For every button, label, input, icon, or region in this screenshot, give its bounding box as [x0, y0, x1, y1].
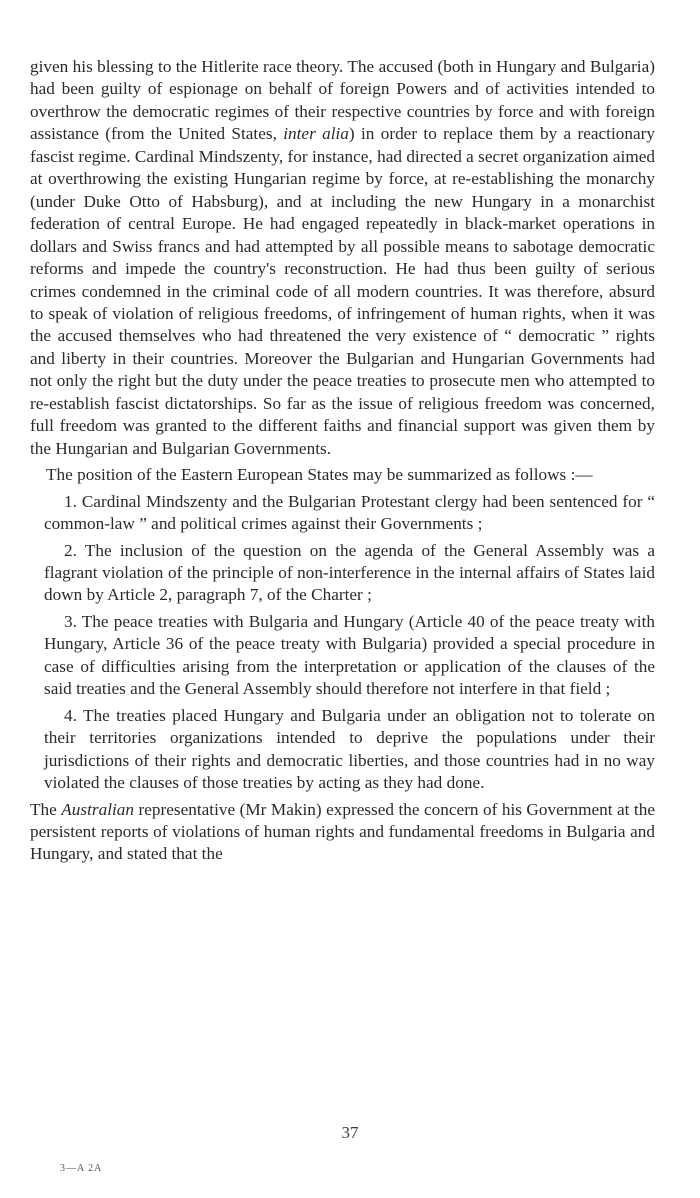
list-item: 4. The treaties placed Hungary and Bulgaria under an obligation not to tolerate on their territories organizations intended to deprive the populations under their jurisdictions of their rights and democratic liberties, and those countries had in no way violated the clauses of those treaties by acting as they had done. [44, 705, 655, 793]
list-item: 2. The inclusion of the question on the agenda of the General Assembly was a flagrant violation of the principle of non-interference in the internal affairs of States laid down by Article 2, paragraph 7, of the Charter ; [44, 540, 655, 605]
paragraph-text: ) in order to replace them by a reactionary fascist regime. Cardinal Mindszenty, for instance, had directed a secret organization aimed at overthrowing the existing Hungarian regime by force, at re-establishing the monarchy (under Duke Otto of Habsburg), and at including the new Hungary in a monarchist federation of central Europe. He had engaged repeatedly in black-market operations in dollars and Swiss francs and had attempted by all possible means to sabotage democratic reforms and impede the country's reconstruction. He had thus been guilty of serious crimes condemned in the criminal code of all modern countries. It was therefore, absurd to speak of violation of religious freedoms, of infringement of human rights, when it was the accused themselves who had threatened the very existence of “ democratic ” rights and liberty in their countries. Moreover the Bulgarian and Hungarian Governments had not only the right but the duty under the peace treaties to prosecute men who attempted to re-establish fascist dictatorships. So far as the issue of religious freedom was concerned, full freedom was granted to the different faiths and financial support was given them by the Hungarian and Bulgarian Governments. [30, 124, 655, 458]
paragraph-summary-intro: The position of the Eastern European States may be summarized as follows :— [46, 465, 593, 485]
page-number: 37 [341, 1123, 359, 1142]
paragraph-continuation [30, 56, 655, 460]
paragraph-text: given his blessing to the Hitlerite race theory. The accused (both in Hungary and Bulgaria) had been guilty of espionage on behalf of foreign Powers and of activities intended to overthrow the democratic regimes of their respective countries by force and with foreign assistance (from the United States, [30, 57, 655, 144]
italic-phrase: inter alia [283, 124, 349, 144]
body-text [30, 56, 655, 866]
numbered-list [30, 491, 655, 795]
paragraph-text: representative (Mr Makin) expressed the concern of his Government at the persistent reports of violations of human rights and fundamental freedoms in Bulgaria and Hungary, and stated that the [30, 799, 655, 864]
list-item: 1. Cardinal Mindszenty and the Bulgarian Protestant clergy had been sentenced for “ common-law ” and political crimes against their Governments ; [44, 491, 655, 534]
paragraph-australian [30, 799, 655, 866]
print-code: 3—A 2A [60, 1163, 103, 1174]
italic-phrase: Australian [61, 799, 135, 819]
paragraph-text: The [30, 799, 62, 819]
list-item: 3. The peace treaties with Bulgaria and Hungary (Article 40 of the peace treaty with Hungary, Article 36 of the peace treaty with Bulgaria) provided a special procedure in case of difficulties arising from the interpretation or application of the clauses of the said treaties and the General Assembly should therefore not interfere in that field ; [44, 611, 655, 699]
